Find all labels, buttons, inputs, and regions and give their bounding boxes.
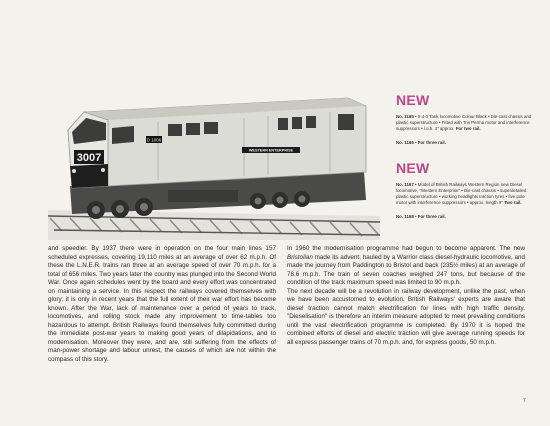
product-variant	[396, 140, 536, 146]
product-details: • Model of British Railways Western Region new Diesel locomotive, "Western Enterprise" • Die-cast chassis • superdetailed plastic superstructure • working headlights traction tyres • five pole motor with interference suppressors • approx. length 9"	[396, 181, 527, 206]
product-variant-note: • For three rail.	[413, 213, 446, 219]
body-paragraph: The next decade will be a revolution in railway development, unlike the past, when we have been accustomed to evolution. British Railways' experts are aware that diesel traction cannot match electrification for lines with high traffic density. "Dieselisation" is therefore an interim measure adopted to meet prevailing conditions until the vast electrification programme is completed. By 1970 it is hoped the combined efforts of diesel and electric traction will give average running speeds for all express passenger trains of 70 m.p.h. and, for express goods, 50 m.p.h.	[287, 287, 525, 346]
product-rail-note: For two rail.	[455, 126, 481, 132]
page-number: 7	[523, 398, 526, 404]
new-badge: NEW	[396, 92, 430, 108]
product-variant-note: • For three rail.	[413, 139, 446, 145]
body-column-left	[48, 245, 276, 364]
product-variant	[396, 214, 536, 220]
product-details: • 0-4-0 Tank locomotive Colour Black • Die-cast chassis and plastic superstructure • Fitted with Trix Perma motor and interference suppressors • l.o.b. 4" approx.	[396, 114, 532, 132]
train-name: Bristolian	[287, 253, 313, 261]
new-badge: NEW	[396, 159, 430, 176]
number-plate: 3007	[76, 152, 102, 164]
body-paragraph: and speedier. By 1937 there were in operation on the four main lines 157 scheduled expresses, covering 19,110 miles at an average of over 62 m.p.h. Of these the L.N.E.R. trains ran three at an average speed of over 70 m.p.h. for a total of 656 miles. Two years later the country was plunged into the Second World War. Once again schedules went by the board and every effort was concentrated on maintaining a service. In this respect the railways covered themselves with glory; it is only in recent years that the full extent of their war effort has become known. After the War, lack of maintenance over a period of years to track, locomotives, and rolling stock made any improvement to time-tables too hazardous to attempt. British Railways found themselves fully committed during the immediate post-war years to making good years of dilapidations, and to modernisation. Moreover they were, and are, still suffering from the effects of man-power shortage and labour unrest, the causes of which are not within the compass of this story.	[48, 245, 276, 363]
locomotive-photo	[48, 68, 380, 240]
product-sidebar	[396, 92, 536, 220]
body-text: In 1960 the modernisation programme had begun to become apparent. The new	[287, 245, 525, 252]
body-text: made its advent; hauled by a Warrior class diesel-hydraulic locomotive, and made the journey from Paddington to Bristol and back (235½ miles) at an average of 78.6 m.p.h. The train of seven coaches weighed 247 tons, but because of the condition of the track maximum speed was limited to 90 m.p.h.	[287, 253, 525, 286]
locomotive-illustration	[48, 68, 380, 240]
body-column-right	[287, 245, 525, 347]
product-rail-note: Two rail.	[504, 200, 522, 206]
product-number: No. 1168	[396, 213, 414, 219]
product-number: No. 1165	[396, 114, 414, 119]
product-number: No. 1167	[396, 181, 414, 187]
headcode-plate: D 1006	[146, 137, 162, 143]
product-description	[396, 182, 536, 207]
body-paragraph	[287, 245, 525, 288]
locomotive-body	[68, 98, 366, 188]
nameplate: WESTERN ENTERPRISE	[248, 148, 294, 153]
product-number: No. 1166	[396, 139, 414, 145]
product-description	[396, 114, 536, 133]
